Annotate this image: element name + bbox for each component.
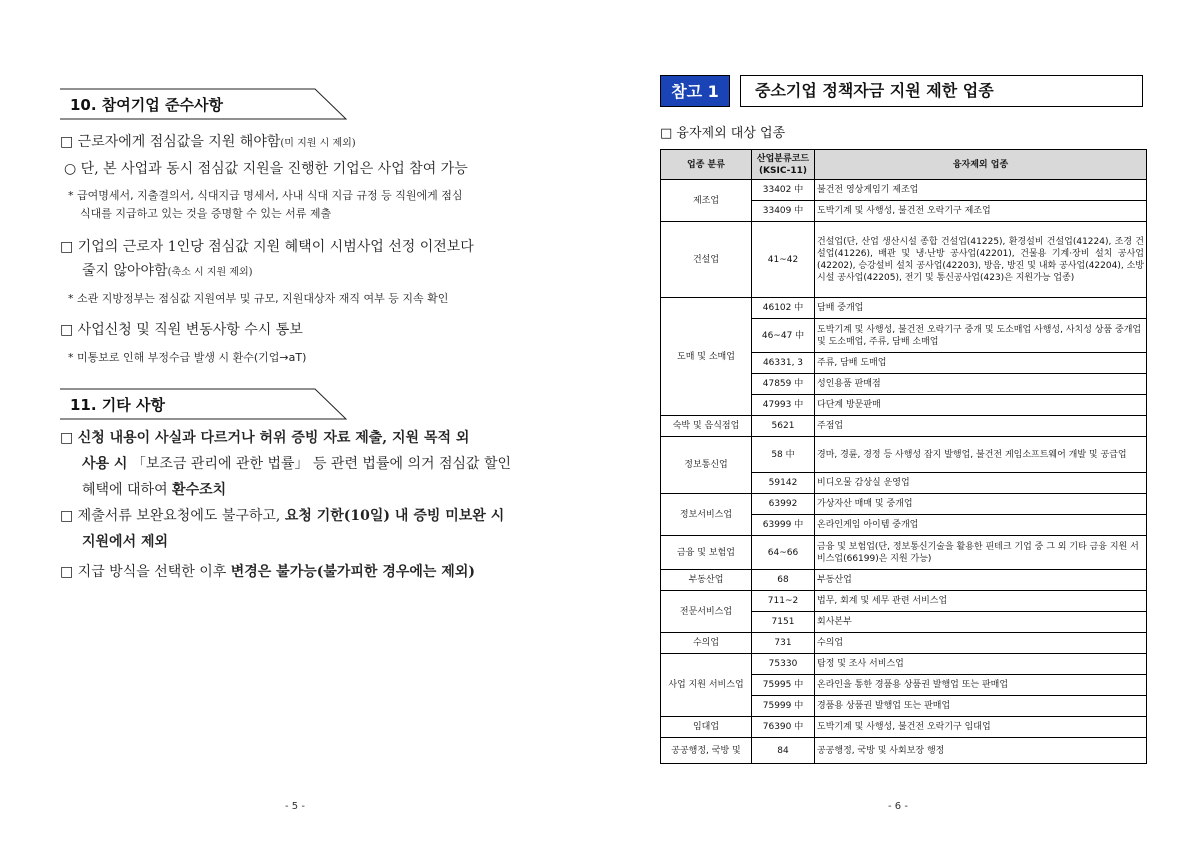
page-number-right: - 6 - (888, 801, 908, 812)
cell-desc: 온라인을 통한 경품용 상품권 발행업 또는 판매업 (815, 675, 1147, 696)
item-notify-changes: □ 사업신청 및 직원 변동사항 수시 통보 (60, 322, 303, 338)
cell-desc: 성인용품 판매점 (815, 374, 1147, 395)
cell-category: 제조업 (661, 180, 752, 222)
cell-desc: 금융 및 보험업(단, 정보통신기술을 활용한 핀테크 기업 중 그 외 기타 금융 지원 서비스업(66199)은 지원 가능) (815, 536, 1147, 570)
cell-desc: 부동산업 (815, 570, 1147, 591)
cell-code: 68 (752, 570, 815, 591)
cell-code: 76390 中 (752, 717, 815, 738)
table-row (661, 437, 1147, 473)
cell-desc: 경마, 경륜, 경정 등 사행성 잡지 발행업, 불건전 게임소프트웨어 개발 및 공급업 (815, 437, 1147, 473)
note-documents: * 급여명세서, 지출결의서, 식대지급 명세서, 사내 식대 지급 규정 등 직원에게 점심 식대를 지급하고 있는 것을 증명할 수 있는 서류 제출 (68, 189, 463, 220)
cell-code: 5621 (752, 416, 815, 437)
cell-desc: 주점업 (815, 416, 1147, 437)
table-row (661, 536, 1147, 570)
cell-code: 63992 (752, 494, 815, 515)
header-excluded: 융자제외 업종 (815, 150, 1147, 180)
cell-code: 47859 中 (752, 374, 815, 395)
section-title-10: 10. 참여기업 준수사항 (70, 96, 223, 114)
table-row (661, 494, 1147, 515)
cell-category: 숙박 및 음식점업 (661, 416, 752, 437)
cell-code: 75995 中 (752, 675, 815, 696)
cell-code: 84 (752, 738, 815, 764)
table-row (661, 222, 1147, 298)
cell-category: 수의업 (661, 633, 752, 654)
header-code: 산업분류코드 (KSIC-11) (752, 150, 815, 180)
page-number-left: - 5 - (285, 801, 305, 812)
item-benefit-not-reduced: □ 기업의 근로자 1인당 점심값 지원 혜택이 시범사업 선정 이전보다 줄지 않아야함(축소 시 지원 제외) (60, 239, 474, 279)
table-row (661, 738, 1147, 764)
cell-code: 41~42 (752, 222, 815, 298)
cell-category: 건설업 (661, 222, 752, 298)
cell-desc: 담배 중개업 (815, 298, 1147, 319)
cell-desc: 수의업 (815, 633, 1147, 654)
cell-code: 46102 中 (752, 298, 815, 319)
cell-code: 64~66 (752, 536, 815, 570)
cell-desc: 주류, 담배 도매업 (815, 353, 1147, 374)
cell-code: 75330 (752, 654, 815, 675)
cell-desc: 공공행정, 국방 및 사회보장 행정 (815, 738, 1147, 764)
section-header-10 (60, 88, 346, 120)
table-row (661, 633, 1147, 654)
reference-tag: 참고 1 (660, 75, 730, 107)
item-concurrent-support: ○ 단, 본 사업과 동시 점심값 지원을 진행한 기업은 사업 참여 가능 (64, 161, 468, 177)
cell-code: 7151 (752, 612, 815, 633)
cell-code: 63999 中 (752, 515, 815, 536)
page-right (600, 0, 1200, 848)
cell-desc: 도박기계 및 사행성, 불건전 오락기구 임대업 (815, 717, 1147, 738)
table-row (661, 180, 1147, 201)
cell-desc: 회사본부 (815, 612, 1147, 633)
cell-category: 공공행정, 국방 및 (661, 738, 752, 764)
cell-desc: 비디오물 감상실 운영업 (815, 473, 1147, 494)
table-row (661, 416, 1147, 437)
table-row (661, 717, 1147, 738)
item-false-claims: □ 신청 내용이 사실과 다르거나 허위 증빙 자료 제출, 지원 목적 외 사용 시 「보조금 관리에 관한 법률」 등 관련 법률에 의거 점심값 할인 혜택에 대하여 환수조치 (60, 430, 512, 498)
cell-code: 731 (752, 633, 815, 654)
cell-code: 47993 中 (752, 395, 815, 416)
cell-code: 46~47 中 (752, 319, 815, 353)
cell-category: 임대업 (661, 717, 752, 738)
cell-code: 46331, 3 (752, 353, 815, 374)
cell-category: 정보통신업 (661, 437, 752, 494)
note-local-gov-check: * 소관 지방정부는 점심값 지원여부 및 규모, 지원대상자 재직 여부 등 지속 확인 (68, 292, 449, 305)
cell-desc: 탐정 및 조사 서비스업 (815, 654, 1147, 675)
item-payment-change: □ 지급 방식을 선택한 이후 변경은 불가능(불가피한 경우에는 제외) (60, 564, 475, 580)
cell-code: 75999 中 (752, 696, 815, 717)
cell-category: 전문서비스업 (661, 591, 752, 633)
section-title-11: 11. 기타 사항 (70, 396, 165, 414)
cell-desc: 도박기계 및 사행성, 불건전 오락기구 중개 및 도소매업 사행성, 사치성 상품 중개업 및 도소매업, 주류, 담배 소매업 (815, 319, 1147, 353)
item-lunch-support: □ 근로자에게 점심값을 지원 해야함(미 지원 시 제외) (60, 134, 356, 150)
table-row (661, 298, 1147, 319)
reference-title: 중소기업 정책자금 지원 제한 업종 (740, 75, 1143, 107)
cell-desc: 경품용 상품권 발행업 또는 판매업 (815, 696, 1147, 717)
table-row (661, 654, 1147, 675)
cell-desc: 법무, 회계 및 세무 관련 서비스업 (815, 591, 1147, 612)
cell-desc: 건설업(단, 산업 생산시설 종합 건설업(41225), 환경설비 건설업(41224), 조경 건설업(41226), 배관 및 냉·난방 공사업(42201), 건물용 기계·장비 설치 공사업(42202), 승강설비 설치 공사업(42203), 방음, 방진 및 내화 공사업(42204), 소방시설 공사업(42205), 전기 및 통신공사업(423)은 지원가능 업종) (815, 222, 1147, 298)
cell-category: 사업 지원 서비스업 (661, 654, 752, 717)
cell-code: 58 中 (752, 437, 815, 473)
cell-code: 59142 (752, 473, 815, 494)
cell-category: 부동산업 (661, 570, 752, 591)
cell-code: 33409 中 (752, 201, 815, 222)
note-recovery: * 미통보로 인해 부정수급 발생 시 환수(기업→aT) (68, 351, 307, 364)
cell-category: 정보서비스업 (661, 494, 752, 536)
item-supplement-deadline: □ 제출서류 보완요청에도 불구하고, 요청 기한(10일) 내 증빙 미보완 시 지원에서 제외 (60, 508, 505, 550)
table-header-row (661, 150, 1147, 180)
cell-desc: 불건전 영상게임기 제조업 (815, 180, 1147, 201)
header-category: 업종 분류 (661, 150, 752, 180)
cell-desc: 다단계 방문판매 (815, 395, 1147, 416)
cell-code: 711~2 (752, 591, 815, 612)
section-header-11 (60, 388, 346, 420)
table-row (661, 591, 1147, 612)
cell-category: 금융 및 보험업 (661, 536, 752, 570)
subheading-excluded: □ 융자제외 대상 업종 (660, 126, 786, 141)
cell-code: 33402 中 (752, 180, 815, 201)
cell-category: 도매 및 소매업 (661, 298, 752, 416)
cell-desc: 가상자산 매매 및 중개업 (815, 494, 1147, 515)
table-row (661, 570, 1147, 591)
cell-desc: 온라인게임 아이템 중개업 (815, 515, 1147, 536)
excluded-industries-table (660, 149, 1147, 764)
cell-desc: 도박기계 및 사행성, 불건전 오락기구 제조업 (815, 201, 1147, 222)
